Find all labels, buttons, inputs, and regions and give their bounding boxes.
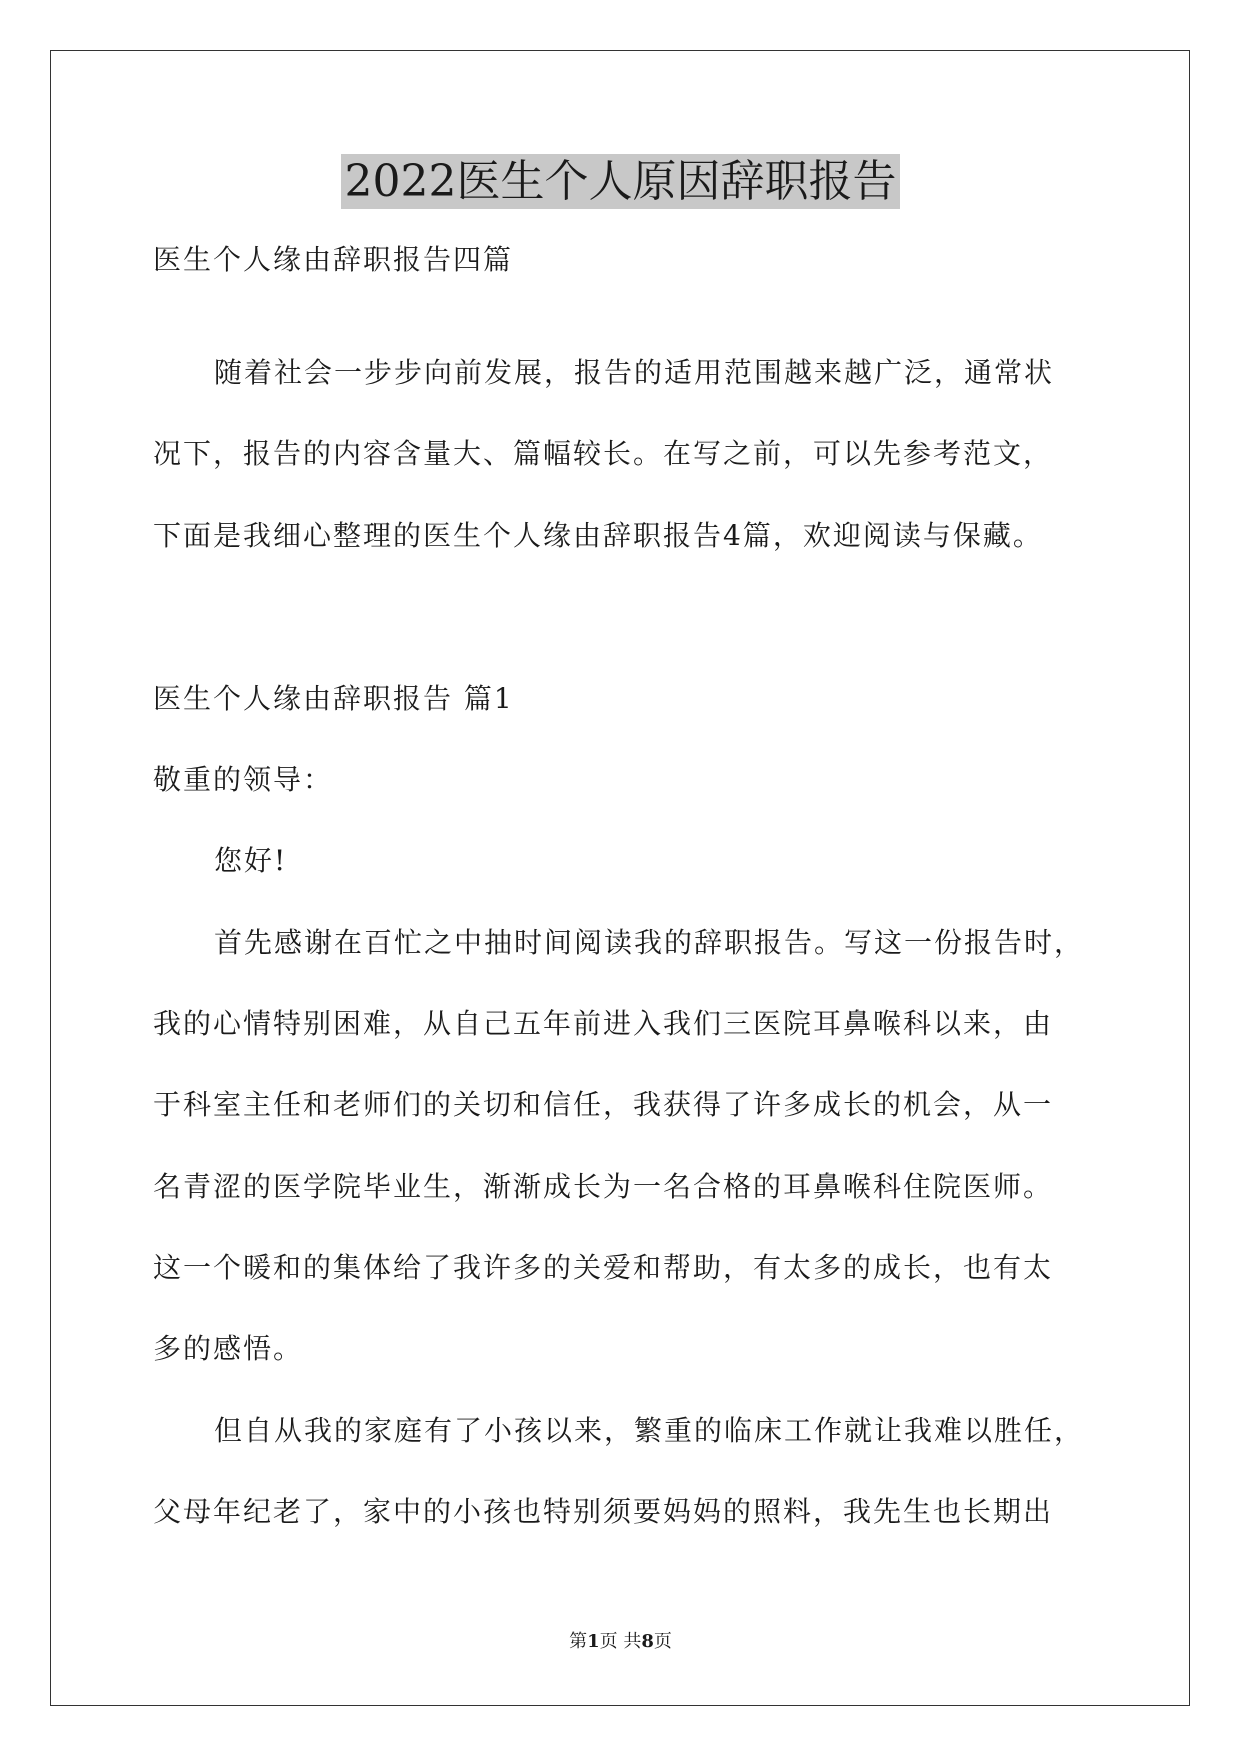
page-total: 8 xyxy=(641,1631,654,1652)
paragraph-line: 但自从我的家庭有了小孩以来，繁重的临床工作就让我难以胜任， xyxy=(214,1414,1085,1447)
document-title-text: 2022医生个人原因辞职报告 xyxy=(341,154,901,209)
paragraph-line: 父母年纪老了，家中的小孩也特别须要妈妈的照料，我先生也长期出 xyxy=(153,1495,1054,1528)
document-title xyxy=(0,154,1241,210)
paragraph-line: 我的心情特别困难，从自己五年前进入我们三医院耳鼻喉科以来，由 xyxy=(153,1007,1054,1040)
paragraph-line: 名青涩的医学院毕业生，渐渐成长为一名合格的耳鼻喉科住院医师。 xyxy=(153,1170,1054,1203)
page-current: 1 xyxy=(587,1631,600,1652)
paragraph-line: 这一个暖和的集体给了我许多的关爱和帮助，有太多的成长，也有太 xyxy=(153,1251,1054,1284)
page-prefix: 第 xyxy=(569,1631,588,1652)
page-mid: 页 共 xyxy=(599,1631,642,1652)
greeting: 您好! xyxy=(214,844,288,877)
paragraph-line: 于科室主任和老师们的关切和信任，我获得了许多成长的机会，从一 xyxy=(153,1088,1054,1121)
page-number-footer xyxy=(0,1630,1241,1654)
document-subtitle: 医生个人缘由辞职报告四篇 xyxy=(153,243,514,276)
intro-line: 随着社会一步步向前发展，报告的适用范围越来越广泛，通常状 xyxy=(214,356,1055,389)
intro-line: 下面是我细心整理的医生个人缘由辞职报告4篇，欢迎阅读与保藏。 xyxy=(153,519,1043,552)
page-suffix: 页 xyxy=(653,1631,672,1652)
section-heading: 医生个人缘由辞职报告 篇1 xyxy=(153,682,514,715)
paragraph-line: 首先感谢在百忙之中抽时间阅读我的辞职报告。写这一份报告时， xyxy=(214,926,1085,959)
salutation: 敬重的领导： xyxy=(153,763,334,796)
paragraph-line: 多的感悟。 xyxy=(153,1332,304,1365)
intro-line: 况下，报告的内容含量大、篇幅较长。在写之前，可以先参考范文， xyxy=(153,437,1054,470)
